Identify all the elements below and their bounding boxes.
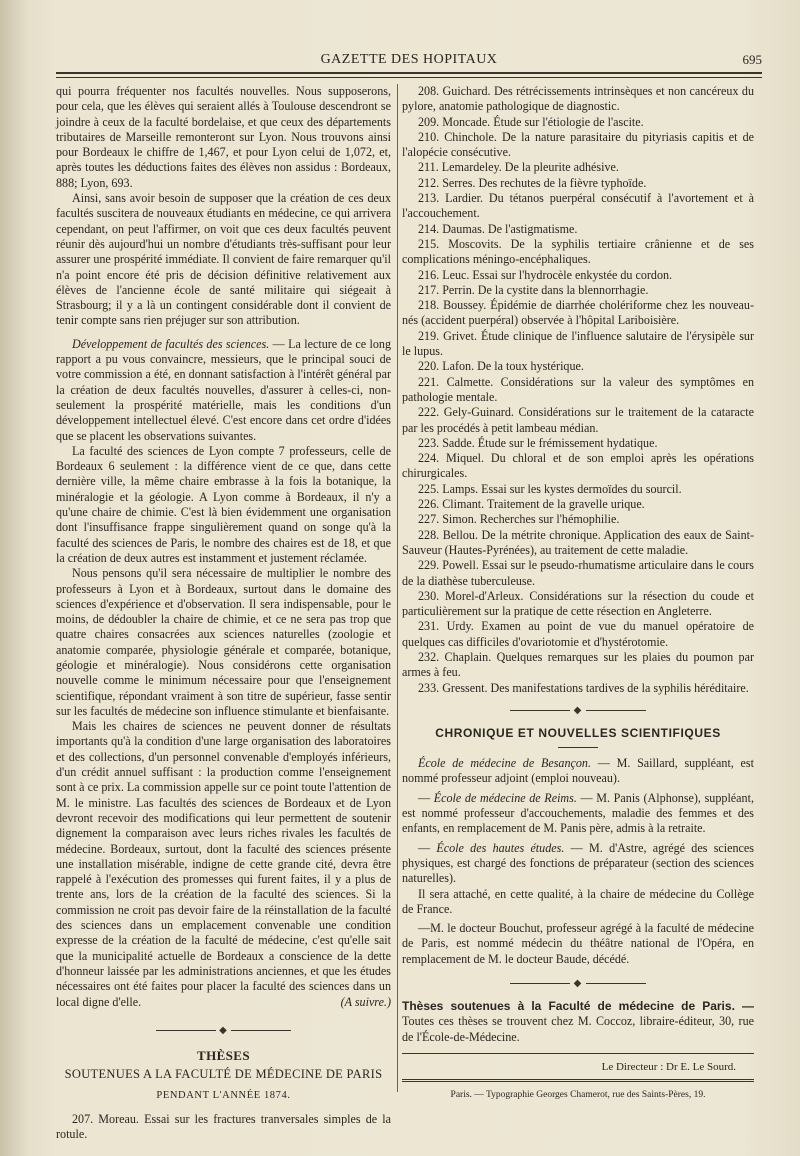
paragraph: — École de médecine de Reims. — M. Panis (Alphonse), suppléant, est nommé professeur d'accouchements, maladie des femmes et des enfants, en remplacement de M. Panis père, admis à la retraite. (402, 790, 754, 836)
list-item: 227. Simon. Recherches sur l'hémophilie. (418, 512, 620, 527)
list-item: 225. Lamps. Essai sur les kystes dermoïdes du sourcil. (418, 481, 682, 496)
chronicle-title: CHRONIQUE ET NOUVELLES SCIENTIFIQUES (435, 725, 721, 740)
ornament-divider: ◆ (56, 1024, 391, 1038)
header-rule (56, 72, 762, 74)
paragraph: —M. le docteur Bouchut, professeur agrégé à la faculté de médecine de Paris, est nommé médecin du théâtre national de l'Opéra, en remplacement de M. le docteur Baude, décédé. (402, 921, 754, 966)
paragraph: — École des hautes études. — M. d'Astre, agrégé des sciences physiques, est chargé des fonctions de préparateur (section des sciences naturelles). (402, 840, 754, 886)
list-item: 231. Urdy. Examen au point de vue du manuel opératoire de quelques cas difficiles d'ovariotomie et d'hystérotomie. (402, 619, 754, 649)
theses-title: THÈSES (197, 1047, 250, 1063)
journal-title: GAZETTE DES HOPITAUX (320, 52, 498, 67)
column-divider (397, 84, 398, 1092)
list-item: 229. Powell. Essai sur le pseudo-rhumatisme articulaire dans le cours de la diathèse tuberculeuse. (402, 558, 754, 588)
list-item: 213. Lardier. Du tétanos puerpéral consécutif à l'avortement et à l'accouchement. (402, 191, 754, 221)
list-item: 222. Gely-Guinard. Considérations sur le traitement de la cataracte par les procédés à petit lambeau médian. (402, 405, 754, 435)
paragraph: École de médecine de Besançon. — M. Saillard, suppléant, est nommé professeur adjoint (emploi nouveau). (402, 756, 754, 786)
right-column (402, 84, 754, 1104)
theses-year: PENDANT L'ANNÉE 1874. (156, 1090, 291, 1102)
list-item: 230. Morel-d'Arleux. Considérations sur la résection du coude et particulièrement sur la pratique de cette résection en Angleterre. (402, 588, 754, 619)
header-rule-thin (56, 77, 762, 78)
list-item: 233. Gressent. Des manifestations tardives de la syphilis héréditaire. (418, 680, 749, 695)
list-item: 215. Moscovits. De la syphilis tertiaire crânienne et de ses complications méningo-encéphaliques. (402, 236, 754, 267)
rule (402, 1053, 754, 1054)
list-item: 208. Guichard. Des rétrécissements intrinsèques et non cancéreux du pylore, anatomie pathologique de diagnostic. (402, 84, 754, 114)
page-number: 695 (742, 52, 762, 67)
list-item: 210. Chinchole. De la nature parasitaire du pityriasis capitis et de l'alopécie consécutive. (402, 129, 754, 160)
paragraph: Nous pensons qu'il sera nécessaire de multiplier le nombre des professeurs à Lyon et à Bordeaux, surtout dans le domaine des sciences d'expérience et d'observation. Il sera indispensable, pour le moins, de dédoubler la chaire de chimie, et ce ne sera pas trop que quatre chaires consacrées aux sciences naturelles (zoologie et anatomie comparée, physiologie générale et comparée, botanique, géologie et minéralogie). Nous considérons cette organisation nouvelle comme le minimum nécessaire pour que l'enseignement scientifique, répondant vraiment à son titre de supérieur, fasse sentir sur les facultés de médecine son influence stimulante et bienfaisante. (56, 566, 391, 718)
rule (402, 1079, 754, 1082)
list-item: 228. Bellou. De la métrite chronique. Application des eaux de Saint-Sauveur (Hautes-Pyrénées), au traitement de cette maladie. (402, 527, 754, 557)
ornament-divider: ◆ (402, 977, 754, 991)
list-item: 224. Miquel. Du chloral et de son emploi après les opérations chirurgicales. (402, 451, 754, 481)
theses-list (402, 84, 754, 696)
paragraph: Il sera attaché, en cette qualité, à la chaire de médecine du Collège de France. (402, 886, 754, 916)
paragraph: Mais les chaires de sciences ne peuvent donner de résultats importants qu'à la condition d'une large organisation des laboratoires et des collections, d'un personnel convenable d'employés inférieurs, d'un crédit annuel suffisant : la production comme l'enseignement sont à ce prix. La commission appelle sur ce point toute l'attention de M. le ministre. Las facultés des sciences de Bordeaux et de Lyon devront recevoir des modifications qui leur permettent de soutenir dignement la comparaison avec leurs riches rivales les facultés de médecine. Bordeaux, surtout, dont la faculté des sciences présente une installation misérable, indigne de cette grande cité, devra être rappelé à l'exécution des promesses qui furent faites, il y a plus de trente ans, lors de la création de la faculté des sciences. Si la commission ne croit pas devoir faire de la réinstallation de la faculté des sciences dans un emplacement convenable une condition expresse de la création de la faculté de médecine, c'est qu'elle sait que la municipalité actuelle de Bordeaux a conscience de la dette d'honneur laissée par les administrations anciennes, et que les études nécessaires ont été faites pour placer la faculté des sciences dans un local digne d'elle. (A suivre.) (56, 719, 392, 1009)
list-item: 226. Climant. Traitement de la gravelle urique. (418, 497, 645, 512)
list-item: 211. Lemardeley. De la pleurite adhésive. (418, 160, 619, 175)
list-item: 232. Chaplain. Quelques remarques sur les plaies du poumon par armes à feu. (402, 649, 754, 680)
list-item: 219. Grivet. Étude clinique de l'influence salutaire de l'érysipèle sur le lupus. (402, 328, 754, 359)
list-item: 209. Moncade. Étude sur l'étiologie de l'ascite. (418, 114, 644, 129)
paragraph: La faculté des sciences de Lyon compte 7 professeurs, celle de Bordeaux 6 seulement : la différence vient de ce que, dans cette dernière ville, la même chaire embrasse à la fois la botanique, la minéralogie et la géologie. A Lyon comme à Bordeaux, il n'y a qu'une chaire de chimie. C'est là bien évidemment une organisation dont l'insuffisance frappe singulièrement quand on songe qu'à la faculté des sciences de Paris, le nombre des chaires est de 18, et que la création de deux autres est instamment et justement réclamée. (56, 443, 391, 565)
list-item: 216. Leuc. Essai sur l'hydrocèle enkystée du cordon. (418, 267, 673, 282)
theses-subtitle: SOUTENUES A LA FACULTÉ DE MÉDECINE DE PARIS (64, 1067, 383, 1082)
list-item: 218. Boussey. Épidémie de diarrhée cholériforme chez les nouveau-nés (accident puerpéral) observée à l'hôpital Lariboisière. (402, 298, 754, 328)
page-header (56, 50, 762, 70)
paragraph: Développement de facultés des sciences. — La lecture de ce long rapport a pu vous convaincre, messieurs, que le principal souci de votre commission a été, en donnant satisfaction à l'intérêt général par la création de deux facultés nouvelles, d'assurer à celles-ci, non-seulement la prospérité matérielle, mais les conditions d'un développement intellectuel élevé. C'est encore dans cet ordre d'idées que se placent les observations suivantes. (56, 336, 391, 443)
list-item: 221. Calmette. Considérations sur la valeur des symptômes en pathologie mentale. (402, 374, 754, 404)
list-item: 223. Sadde. Étude sur le frémissement hydatique. (418, 435, 658, 450)
left-column (56, 84, 391, 1142)
director-line: Le Directeur : Dr E. Le Sourd. (601, 1060, 736, 1073)
paragraph: Ainsi, sans avoir besoin de supposer que la création de ces deux facultés suscitera de nouveaux étudiants en médecine, ce qui arrivera cependant, on peut l'affirmer, on voit que ces deux facultés peuvent réunir dès aujourd'hui un nombre d'étudiants très-suffisant pour leur assurer une prospérité immédiate. Il convient de faire remarquer qu'il n'a point encore été pris de décision définitive relativement aux élèves de l'ancienne école de santé militaire qui siégeait à Strasbourg; il y a là un contingent considérable dont il convient de tenir compte sans rien préjuger sur son attribution. (56, 191, 391, 328)
list-item: 220. Lafon. De la toux hystérique. (418, 359, 584, 374)
section-heading: Développement de facultés des sciences. (72, 336, 270, 351)
paragraph: Thèses soutenues à la Faculté de médecine de Paris. — Toutes ces thèses se trouvent chez M. Coccoz, libraire-éditeur, 30, rue de l'École-de-Médecine. (402, 999, 754, 1044)
paragraph: qui pourra fréquenter nos facultés nouvelles. Nous supposerons, pour cela, que les élèves qui seraient allés à Toulouse descendront se joindre à ceux de la faculté bordelaise, et que ceux des départements tributaires de Marseille remonteront sur Lyon. Nous trouvons ainsi pour Bordeaux le chiffre de 1,467, et pour Lyon celui de 1,072, et, après toutes les déductions faites des élèves non assidus : Bordeaux, 888; Lyon, 693. (56, 84, 391, 190)
ornament-divider: ◆ (402, 704, 754, 718)
to-be-continued: (A suivre.) (340, 994, 391, 1009)
list-item: 214. Daumas. De l'astigmatisme. (418, 221, 578, 236)
list-item: 212. Serres. Des rechutes de la fièvre typhoïde. (418, 175, 647, 190)
imprint-line: Paris. — Typographie Georges Chamerot, rue des Saints-Pères, 19. (450, 1090, 706, 1101)
short-rule (558, 747, 598, 748)
list-item: 207. Moreau. Essai sur les fractures tranversales simples de la rotule. (56, 1111, 391, 1141)
list-item: 217. Perrin. De la cystite dans la blennorrhagie. (418, 282, 649, 297)
